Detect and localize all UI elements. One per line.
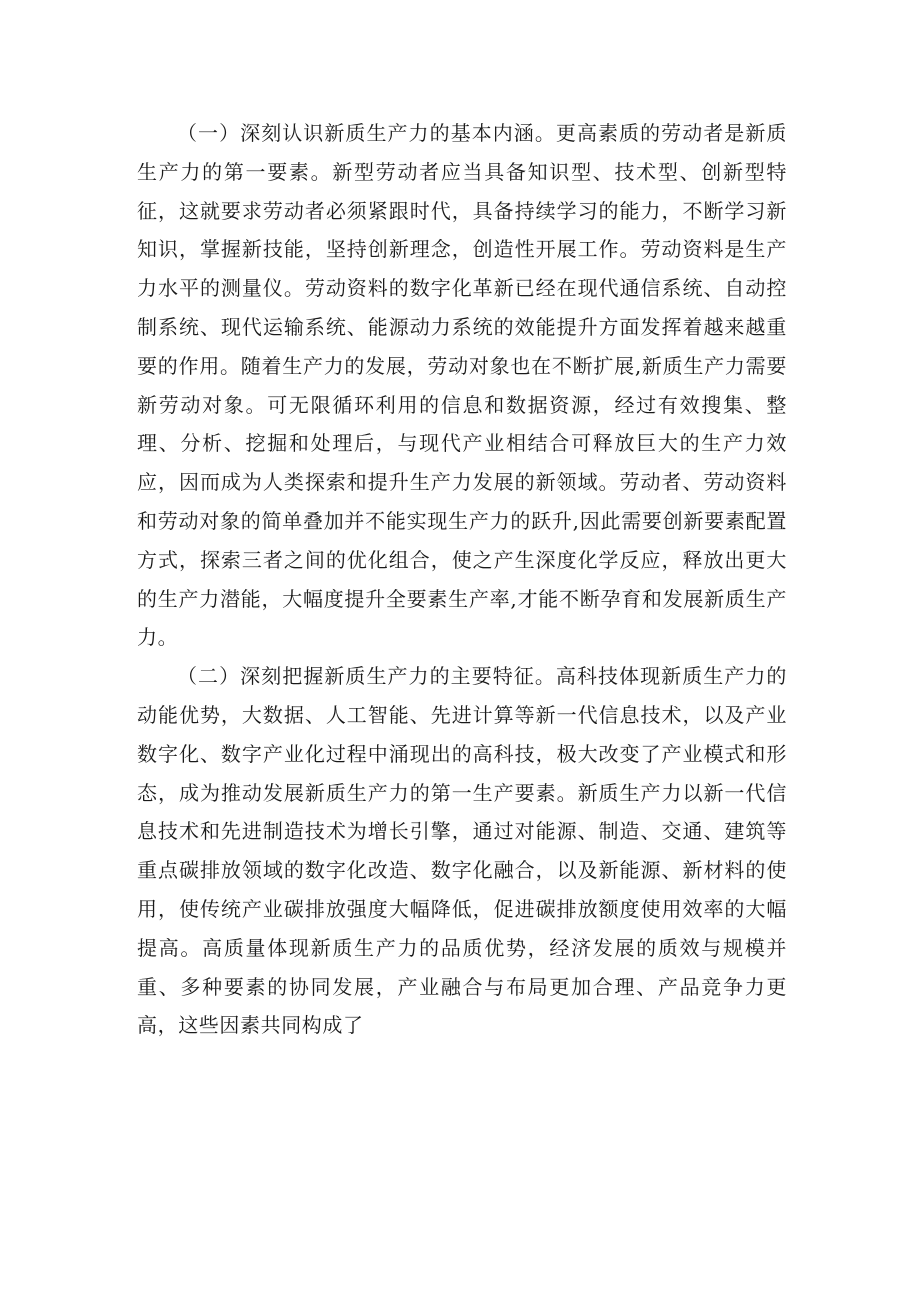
paragraph-2: （二）深刻把握新质生产力的主要特征。高科技体现新质生产力的动能优势，大数据、人工智能、先进计算等新一代信息技术，以及产业数字化、数字产业化过程中涌现出的高科技，极大改变了产业模式和形态，成为推动发展新质生产力的第一生产要素。新质生产力以新一代信息技术和先进制造技术为增长引擎，通过对能源、制造、交通、建筑等重点碳排放领域的数字化改造、数字化融合，以及新能源、新材料的使用，使传统产业碳排放强度大幅降低，促进碳排放额度使用效率的大幅提高。高质量体现新质生产力的品质优势，经济发展的质效与规模并重、多种要素的协同发展，产业融合与布局更加合理、产品竞争力更高，这些因素共同构成了 — [137, 664, 787, 1038]
paragraph-1: （一）深刻认识新质生产力的基本内涵。更高素质的劳动者是新质生产力的第一要素。新型劳动者应当具备知识型、技术型、创新型特征，这就要求劳动者必须紧跟时代，具备持续学习的能力，不断学习新知识，掌握新技能，坚持创新理念，创造性开展工作。劳动资料是生产力水平的测量仪。劳动资料的数字化革新已经在现代通信系统、自动控制系统、现代运输系统、能源动力系统的效能提升方面发挥着越来越重要的作用。随着生产力的发展，劳动对象也在不断扩展,新质生产力需要新劳动对象。可无限循环利用的信息和数据资源，经过有效搜集、整理、分析、挖掘和处理后，与现代产业相结合可释放巨大的生产力效应，因而成为人类探索和提升生产力发展的新领域。劳动者、劳动资料和劳动对象的简单叠加并不能实现生产力的跃升,因此需要创新要素配置方式，探索三者之间的优化组合，使之产生深度化学反应，释放出更大的生产力潜能，大幅度提升全要素生产率,才能不断孕育和发展新质生产力。 — [137, 121, 787, 650]
document-body — [137, 114, 787, 1045]
